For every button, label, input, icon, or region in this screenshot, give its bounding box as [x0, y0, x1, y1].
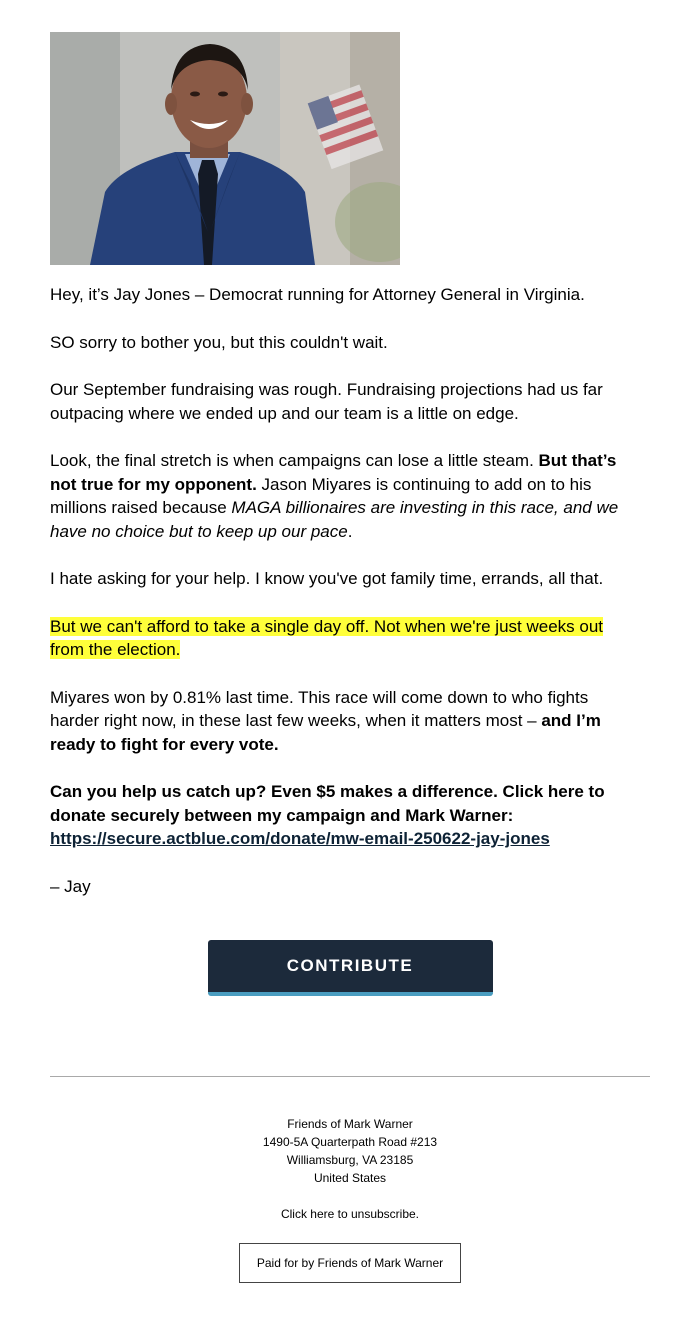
footer-street: 1490-5A Quarterpath Road #213 — [262, 1135, 438, 1149]
candidate-photo-icon — [50, 32, 400, 265]
race-paragraph — [50, 686, 640, 757]
ask-paragraph: I hate asking for your help. I know you've got family time, errands, all that. — [50, 569, 604, 588]
highlight-paragraph — [50, 615, 640, 662]
donate-text: Can you help us catch up? Even $5 makes a difference. Click here to donate securely between my campaign and Mark Warner: — [50, 782, 605, 825]
apology-paragraph: SO sorry to bother you, but this couldn't wait. — [50, 332, 388, 352]
footer-org: Friends of Mark Warner — [287, 1117, 413, 1131]
opponent-text-3: . — [347, 521, 353, 541]
candidate-photo — [50, 32, 400, 265]
opponent-paragraph — [50, 449, 640, 543]
email-container — [50, 32, 650, 1283]
footer-city: Williamsburg, VA 23185 — [286, 1153, 414, 1167]
footer-address — [50, 1115, 650, 1187]
signoff: – Jay — [50, 876, 91, 896]
donate-paragraph — [50, 780, 640, 851]
footer — [50, 1115, 650, 1283]
race-text: Miyares won by 0.81% last time. This race will come down to who fights harder right now, in these last few weeks, when it matters most – — [50, 687, 589, 730]
unsubscribe-link[interactable]: Click here to unsubscribe. — [280, 1207, 420, 1221]
opponent-italic-text: MAGA billionaires are investing in this race, and we have no choice but to keep up our pace — [50, 498, 619, 541]
paid-for-disclaimer: Paid for by Friends of Mark Warner — [239, 1243, 461, 1283]
footer-country: United States — [313, 1171, 387, 1185]
opponent-bold-text: But that’s not true for my opponent. — [50, 451, 617, 494]
opponent-text-2: Jason Miyares is continuing to add on to his millions raised because — [50, 474, 592, 517]
race-bold-text: and I’m ready to fight for every vote. — [50, 711, 601, 754]
opponent-text-1: Look, the final stretch is when campaigns can lose a little steam. — [50, 451, 539, 470]
fundraising-paragraph: Our September fundraising was rough. Fundraising projections had us far outpacing where we ended up and our team is a little on edge. — [50, 380, 603, 423]
email-body — [50, 283, 640, 898]
footer-divider — [50, 1076, 650, 1077]
intro-paragraph: Hey, it’s Jay Jones – Democrat running for Attorney General in Virginia. — [50, 285, 585, 304]
highlighted-text: But we can't afford to take a single day off. Not when we're just weeks out from the election. — [50, 616, 604, 659]
contribute-button[interactable]: CONTRIBUTE — [208, 940, 493, 996]
cta-wrapper — [50, 940, 650, 996]
donate-link[interactable]: https://secure.actblue.com/donate/mw-email-250622-jay-jones — [50, 829, 550, 848]
